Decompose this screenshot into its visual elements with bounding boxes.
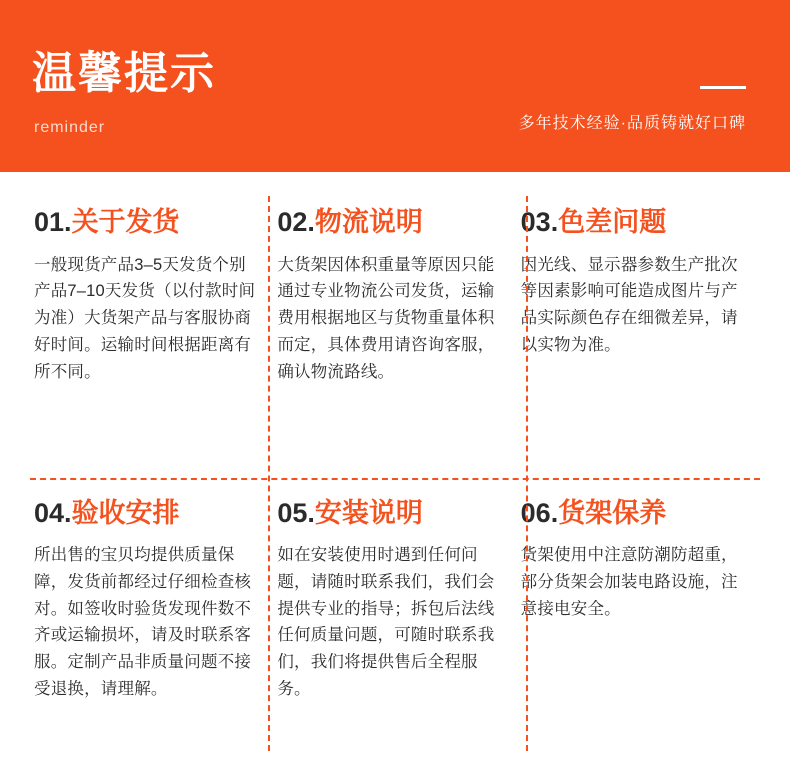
- item-dot: .: [307, 497, 315, 528]
- banner-slogan: 多年技术经验·品质铸就好口碑: [518, 115, 746, 132]
- reminder-item-03: [517, 198, 760, 489]
- column-divider-left: [268, 196, 270, 751]
- item-dot: .: [64, 497, 72, 528]
- item-heading: 货架保养: [558, 497, 667, 528]
- item-title: [521, 208, 742, 238]
- reminder-item-06: [517, 489, 760, 779]
- header-banner: [0, 0, 790, 172]
- item-heading: 验收安排: [71, 497, 180, 528]
- item-dot: .: [64, 207, 72, 237]
- item-body: 因光线、显示器参数生产批次等因素影响可能造成图片与产品实际颜色存在细微差异，请以实物为准。: [520, 255, 738, 354]
- item-number: 06: [520, 497, 551, 528]
- item-heading: 物流说明: [314, 207, 423, 237]
- item-heading: 色差问题: [558, 207, 667, 237]
- item-body: 如在安装使用时遇到任何问题，请随时联系我们，我们会提供专业的指导；拆包后法线任何质量问题，可随时联系我们，我们将提供售后全程服务。: [277, 546, 495, 698]
- item-dot: .: [550, 497, 559, 528]
- page-title: 温馨提示: [32, 49, 216, 98]
- item-dot: .: [550, 207, 559, 237]
- item-heading: 关于发货: [71, 207, 180, 237]
- reminder-item-05: [273, 489, 516, 779]
- item-body: 货架使用中注意防潮防超重，部分货架会加装电路设施，注意接电安全。: [520, 546, 738, 618]
- item-body: 大货架因体积重量等原因只能通过专业物流公司发货，运输费用根据地区与货物重量体积而定，具体费用请咨询客服，确认物流路线。: [277, 255, 495, 381]
- item-heading: 安装说明: [314, 497, 423, 528]
- item-title: [277, 208, 498, 238]
- item-body: 一般现货产品3–5天发货个别产品7–10天发货（以付款时间为准）大货架产品与客服协商好时间。运输时间根据距离有所不同。: [34, 255, 256, 381]
- item-number: 04: [34, 497, 65, 528]
- reminder-item-02: [273, 198, 516, 489]
- item-number: 01: [34, 207, 65, 237]
- page-subtitle: reminder: [34, 119, 106, 136]
- reminder-item-01: [30, 198, 273, 489]
- item-title: [521, 499, 742, 529]
- item-title: [277, 499, 498, 529]
- item-number: 05: [277, 497, 308, 528]
- row-divider: [30, 478, 760, 480]
- reminder-grid: [0, 172, 790, 779]
- item-number: 03: [520, 207, 551, 237]
- item-title: [34, 208, 255, 238]
- item-body: 所出售的宝贝均提供质量保障，发货前都经过仔细检查核对。如签收时验货发现件数不齐或运输损坏，请及时联系客服。定制产品非质量问题不接受退换，请理解。: [34, 546, 252, 698]
- item-number: 02: [277, 207, 308, 237]
- column-divider-right: [526, 196, 528, 751]
- reminder-item-04: [30, 489, 273, 779]
- divider-dash: [700, 86, 746, 89]
- item-title: [34, 499, 255, 529]
- item-dot: .: [307, 207, 315, 237]
